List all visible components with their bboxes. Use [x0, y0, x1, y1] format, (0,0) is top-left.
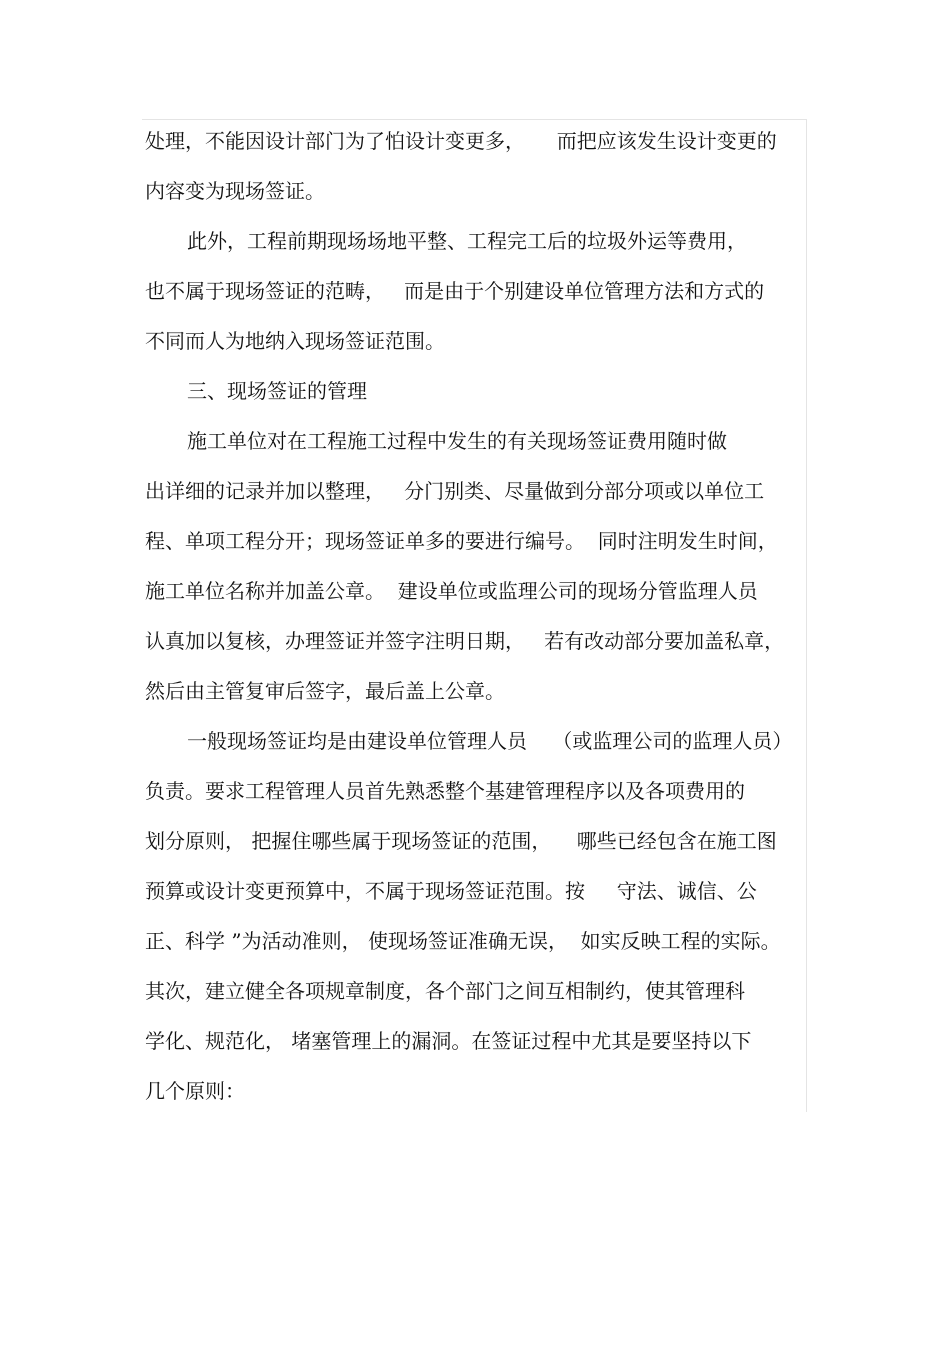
- text-line: 内容变为现场签证。: [145, 179, 325, 203]
- section-heading: 三、现场签证的管理: [187, 379, 367, 403]
- text-line: 学化、规范化， 堵塞管理上的漏洞。在签证过程中尤其是要坚持以下: [145, 1029, 752, 1053]
- text-line: 几个原则：: [145, 1079, 245, 1103]
- text-line: 负责。要求工程管理人员首先熟悉整个基建管理程序以及各项费用的: [145, 779, 745, 803]
- text-line: 划分原则， 把握住哪些属于现场签证的范围， 哪些已经包含在施工图: [145, 829, 777, 853]
- text-line: 程、单项工程分开；现场签证单多的要进行编号。 同时注明发生时间，: [145, 529, 778, 553]
- text-line: 施工单位对在工程施工过程中发生的有关现场签证费用随时做: [187, 429, 727, 453]
- text-line: 处理，不能因设计部门为了怕设计变更多， 而把应该发生设计变更的: [145, 129, 777, 153]
- text-line: 预算或设计变更预算中，不属于现场签证范围。按 守法、诚信、公: [145, 879, 757, 903]
- text-line: 出详细的记录并加以整理， 分门别类、尽量做到分部分项或以单位工: [145, 479, 765, 503]
- text-line: 也不属于现场签证的范畴， 而是由于个别建设单位管理方法和方式的: [145, 279, 765, 303]
- text-line: 然后由主管复审后签字，最后盖上公章。: [145, 679, 505, 703]
- text-line: 施工单位名称并加盖公章。 建设单位或监理公司的现场分管监理人员: [145, 579, 758, 603]
- page-frame: [142, 119, 807, 1112]
- text-line: 一般现场签证均是由建设单位管理人员 （或监理公司的监理人员）: [187, 729, 793, 753]
- text-line: 认真加以复核，办理签证并签字注明日期， 若有改动部分要加盖私章，: [145, 629, 785, 653]
- text-line: 此外，工程前期现场场地平整、工程完工后的垃圾外运等费用，: [187, 229, 747, 253]
- text-line: 正、科学 ”为活动准则， 使现场签证准确无误， 如实反映工程的实际。: [145, 929, 781, 953]
- text-line: 其次，建立健全各项规章制度，各个部门之间互相制约，使其管理科: [145, 979, 745, 1003]
- text-line: 不同而人为地纳入现场签证范围。: [145, 329, 445, 353]
